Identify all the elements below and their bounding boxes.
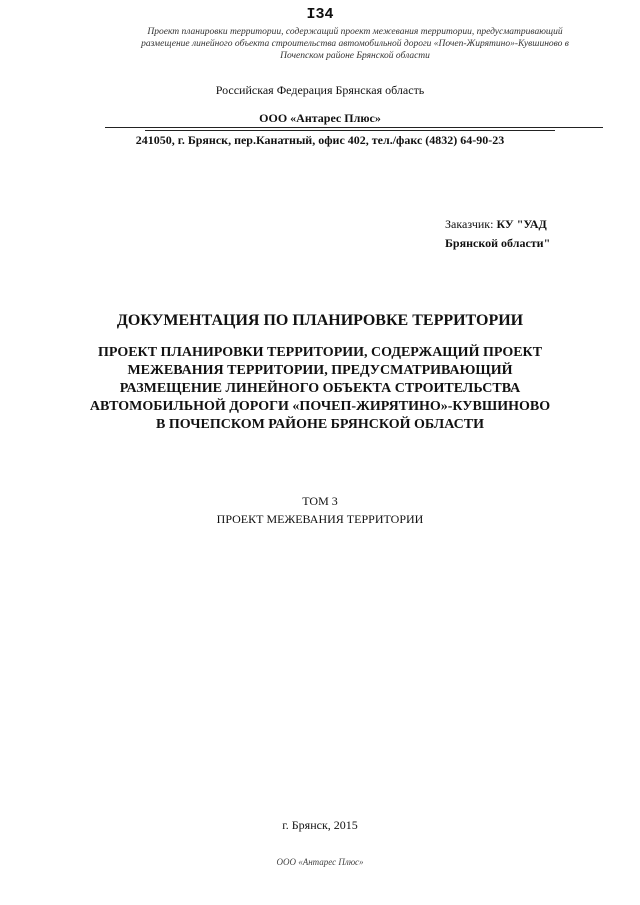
- customer-block: [445, 215, 550, 253]
- company-name: ООО «Антарес Плюс»: [259, 111, 381, 125]
- divider-line: [145, 130, 555, 131]
- city-year: г. Брянск, 2015: [282, 818, 358, 832]
- page-number: I34: [306, 6, 334, 23]
- subtitle-line: РАЗМЕЩЕНИЕ ЛИНЕЙНОГО ОБЪЕКТА СТРОИТЕЛЬСТВА: [119, 381, 521, 396]
- customer-label: Заказчик:: [445, 217, 494, 231]
- running-header-line: размещение линейного объекта строительства автомобильной дороги «Почеп-Жирятино»-Кувшиново в: [141, 39, 569, 49]
- subtitle-line: ПРОЕКТ ПЛАНИРОВКИ ТЕРРИТОРИИ, СОДЕРЖАЩИЙ ПРОЕКТ: [97, 345, 543, 360]
- subtitle-line: МЕЖЕВАНИЯ ТЕРРИТОРИИ, ПРЕДУСМАТРИВАЮЩИЙ: [127, 363, 513, 378]
- subtitle-line: АВТОМОБИЛЬНОЙ ДОРОГИ «ПОЧЕП-ЖИРЯТИНО»-КУВШИНОВО: [89, 399, 551, 414]
- subtitle-line: В ПОЧЕПСКОМ РАЙОНЕ БРЯНСКОЙ ОБЛАСТИ: [156, 417, 484, 432]
- customer-name-line2: Брянской области": [445, 236, 551, 250]
- running-footer: ООО «Антарес Плюс»: [276, 857, 364, 867]
- volume-title: ПРОЕКТ МЕЖЕВАНИЯ ТЕРРИТОРИИ: [216, 512, 424, 526]
- running-header-line: Почепском районе Брянской области: [280, 51, 430, 61]
- region-line: Российская Федерация Брянская область: [215, 83, 425, 97]
- volume-number: ТОМ 3: [302, 494, 338, 508]
- document-title: ДОКУМЕНТАЦИЯ ПО ПЛАНИРОВКЕ ТЕРРИТОРИИ: [116, 312, 524, 329]
- running-header: [95, 26, 615, 62]
- company-address: 241050, г. Брянск, пер.Канатный, офис 402, тел./факс (4832) 64-90-23: [135, 133, 505, 147]
- customer-name-line1: КУ "УАД: [496, 217, 547, 231]
- running-header-line: Проект планировки территории, содержащий проект межевания территории, предусматривающий: [147, 27, 563, 37]
- document-subtitle: [80, 344, 560, 434]
- divider-line: [105, 127, 603, 128]
